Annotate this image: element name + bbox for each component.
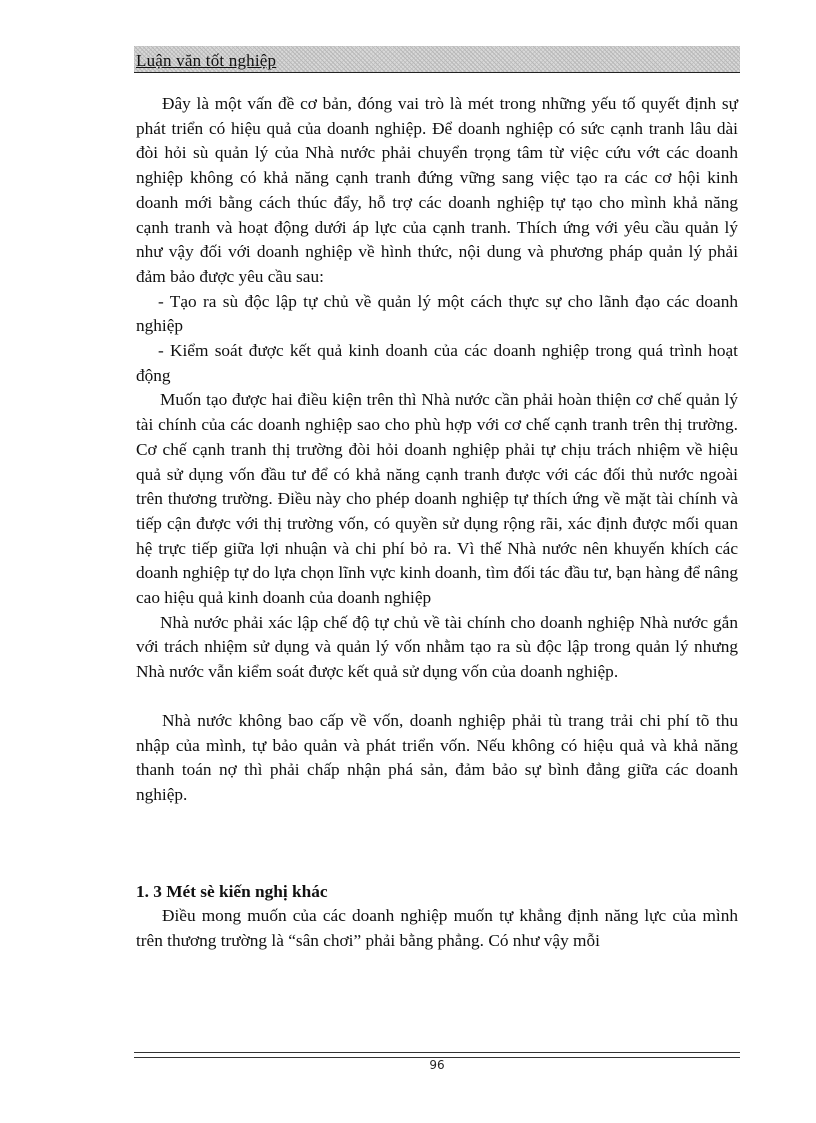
page-header: [134, 46, 740, 73]
header-title: Luận văn tốt nghiệp: [136, 51, 277, 70]
paragraph-1: Đây là một vấn đề cơ bản, đóng vai trò là mét trong những yếu tố quyết định sự phát triển có hiệu quả của doanh nghiệp. Để doanh nghiệp có sức cạnh tranh lâu dài đòi hỏi sù quản lý của Nhà nước phải chuyển trọng tâm từ việc cứu vớt các doanh nghiệp không có khả năng cạnh tranh đứng vững sang việc tạo ra các cơ hội kinh doanh mới bằng cách thúc đẩy, hỗ trợ các doanh nghiệp tự tạo cho mình khả năng cạnh tranh và hoạt động dưới áp lực của cạnh tranh. Thích ứng với yêu cầu quản lý như vậy đối với doanh nghiệp về hình thức, nội dung và phương pháp quản lý phải đảm bảo được yêu cầu sau:: [136, 94, 738, 286]
document-body: [136, 92, 738, 954]
page-number: 96: [429, 1058, 445, 1072]
section-paragraph: Điều mong muốn của các doanh nghiệp muốn tự khẳng định năng lực của mình trên thương trường là “sân chơi” phải bằng phẳng. Có như vậy mỗi: [136, 906, 738, 951]
paragraph-2: Muốn tạo được hai điều kiện trên thì Nhà nước cần phải hoàn thiện cơ chế quản lý tài chính của các doanh nghiệp sao cho phù hợp với cơ chế cạnh tranh trên thị trường. Cơ chế cạnh tranh thị trường đòi hỏi doanh nghiệp phải tự chịu trách nhiệm về hiệu quả sử dụng vốn đầu tư để có khả năng cạnh tranh được với các đối thủ nước ngoài trên thương trường. Điều này cho phép doanh nghiệp tự thích ứng về mặt tài chính và tiếp cận được với thị trường vốn, có quyền sử dụng rộng rãi, xác định được mối quan hệ trực tiếp giữa lợi nhuận và chi phí bỏ ra. Vì thế Nhà nước nên khuyến khích các doanh nghiệp tự do lựa chọn lĩnh vực kinh doanh, tìm đối tác đầu tư, bạn hàng để nâng cao hiệu quả kinh doanh của doanh nghiệp: [136, 390, 738, 608]
bullet-1: - Tạo ra sù độc lập tự chủ về quản lý một cách thực sự cho lãnh đạo các doanh nghiệp: [136, 291, 738, 336]
paragraph-4: Nhà nước không bao cấp về vốn, doanh nghiệp phải tù trang trải chi phí tõ thu nhập của mình, tự bảo quản và phát triển vốn. Nếu không có hiệu quả và khả năng thanh toán nợ thì phải chấp nhận phá sản, đảm bảo sự bình đẳng giữa các doanh nghiệp.: [136, 710, 738, 804]
paragraph-3: Nhà nước phải xác lập chế độ tự chủ về tài chính cho doanh nghiệp Nhà nước gắn với trách nhiệm sử dụng và quản lý vốn nhằm tạo ra sù độc lập trong quản lý nhưng Nhà nước vẫn kiểm soát được kết quả sử dụng vốn của doanh nghiệp.: [136, 612, 738, 682]
bullet-2: - Kiểm soát được kết quả kinh doanh của các doanh nghiệp trong quá trình hoạt động: [136, 341, 738, 385]
spacer: [136, 685, 738, 709]
spacer: [136, 808, 738, 880]
section-heading: 1. 3 Mét sè kiến nghị khác: [136, 881, 328, 901]
